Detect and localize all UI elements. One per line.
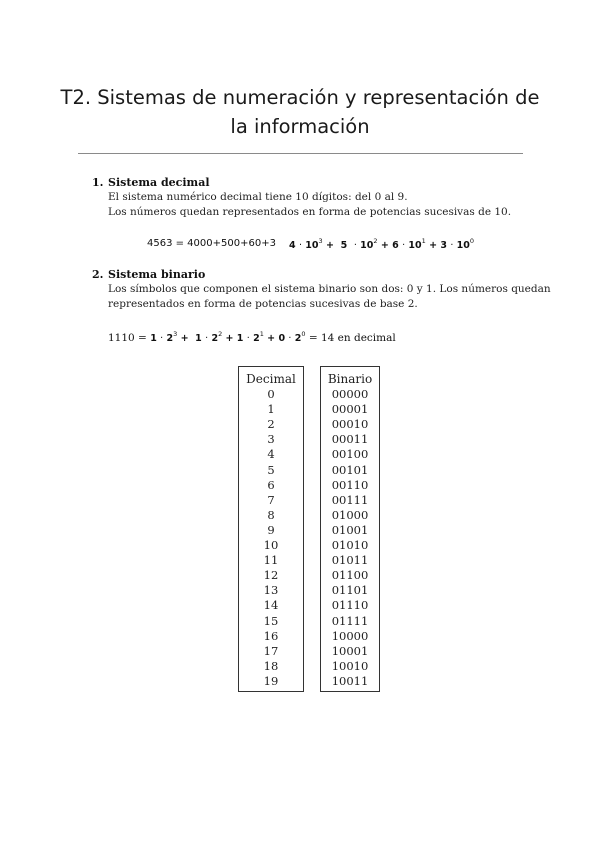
binary-cell: 01101: [331, 583, 369, 598]
binary-cell: 00000: [331, 387, 369, 401]
decimal-cell: 11: [263, 553, 279, 568]
binary-cell: 01110: [331, 598, 369, 613]
decimal-cell: 10: [263, 538, 279, 552]
binary-cell: 01010: [331, 538, 369, 552]
binary-column-header: Binario: [327, 372, 373, 386]
decimal-cell: 0: [267, 387, 275, 401]
decimal-power-expression: $4 \cdot 10^3 + 5 \cdot 10^2 + 6 \cdot 10^1 + 3 \cdot 10^0$: [289, 237, 475, 251]
title-line-2: la información: [230, 115, 370, 139]
decimal-cell: 4: [267, 447, 275, 462]
decimal-cell: 8: [267, 507, 275, 522]
binary-cell: 00101: [331, 462, 369, 477]
binary-cell: 01011: [331, 553, 369, 568]
binary-cell: 10010: [331, 658, 369, 673]
binary-line-1: Los símbolos que componen el sistema binario son dos: 0 y 1. Los números quedan: [108, 283, 551, 295]
decimal-cell: 18: [263, 658, 279, 673]
binary-line-2: representados en forma de potencias sucesivas de base 2.: [108, 298, 418, 310]
binary-cell: 10011: [331, 673, 369, 688]
binary-cell: 00011: [331, 432, 369, 447]
decimal-cell: 6: [267, 477, 275, 492]
decimal-cell: 14: [263, 598, 279, 613]
binary-cell: 10000: [331, 628, 369, 643]
decimal-cell: 17: [263, 643, 279, 658]
decimal-cell: 9: [267, 522, 275, 537]
decimal-cell: 5: [267, 462, 275, 477]
binary-cell: 00100: [331, 447, 369, 462]
decimal-cell: 2: [267, 417, 275, 432]
binary-cell: 01111: [331, 613, 369, 628]
decimal-sum-equation: 4563 = 4000+500+60+3: [147, 238, 276, 249]
decimal-cell: 13: [263, 583, 279, 598]
decimal-cell: 19: [263, 673, 279, 688]
binary-cell: 01100: [331, 568, 369, 583]
section-name: Sistema decimal: [108, 176, 210, 189]
decimal-cell: 12: [263, 568, 279, 583]
binary-cell: 01000: [331, 507, 369, 522]
decimal-cell: 15: [263, 613, 279, 628]
binary-cell: 00010: [331, 417, 369, 432]
binary-cell: 00001: [331, 402, 369, 417]
title-line-1: T2. Sistemas de numeración y representación de: [60, 86, 540, 110]
section-binary-heading: Sistema binario: [108, 268, 206, 281]
binary-cell: 01001: [331, 522, 369, 537]
section-number: 1.: [92, 176, 104, 189]
binary-cell: 10001: [331, 643, 369, 658]
title-divider: [78, 153, 523, 154]
section-number: 2.: [92, 268, 104, 281]
decimal-cell: 3: [267, 432, 275, 447]
decimal-line-2: Los números quedan representados en forma de potencias sucesivas de 10.: [108, 206, 512, 218]
decimal-line-1: El sistema numérico decimal tiene 10 dígitos: del 0 al 9.: [108, 191, 408, 203]
page-title: [60, 83, 540, 141]
decimal-cell: 1: [267, 402, 275, 417]
binary-example-equation: $1110 = 1 \cdot 2^3 + 1 \cdot 2^2 + 1 \cdot 2^1 + 0 \cdot 2^0 = 14$ en decimal: [108, 330, 396, 344]
binary-cell: 00110: [331, 477, 369, 492]
decimal-column-header: Decimal: [246, 372, 296, 386]
decimal-cell: 16: [263, 628, 279, 643]
decimal-cell: 7: [267, 492, 275, 507]
binary-cell: 00111: [331, 492, 369, 507]
